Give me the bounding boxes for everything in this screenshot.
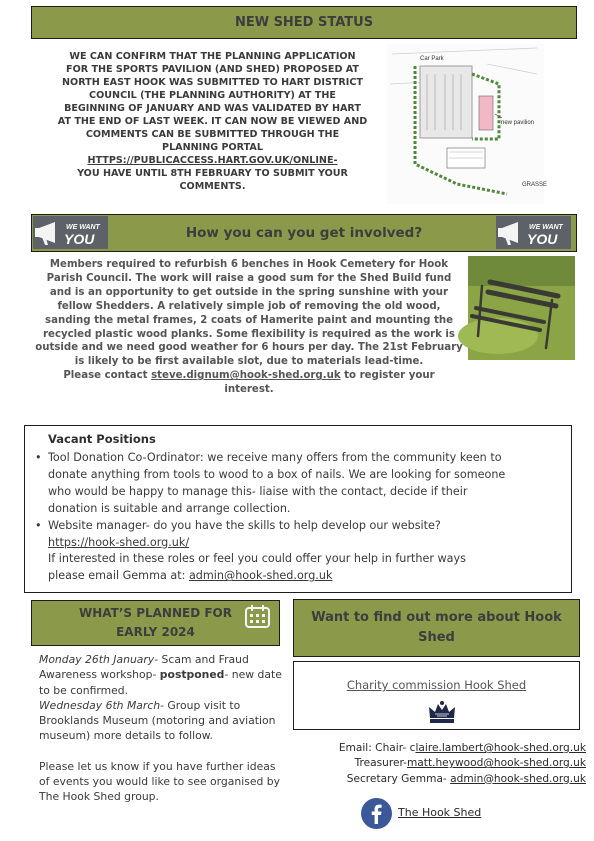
status-line: AT THE END OF LAST WEEK. IT CAN NOW BE VIEWED AND bbox=[57, 116, 368, 127]
site-plan-map bbox=[387, 44, 548, 204]
we-want-you-badge-right bbox=[496, 216, 571, 249]
we-want-you-badge-left bbox=[33, 216, 108, 249]
deadline-line: YOU HAVE UNTIL 8TH FEBRUARY TO SUBMIT YOUR bbox=[77, 168, 348, 179]
treasurer-contact: Treasurer-matt.heywood@hook-shed.org.uk bbox=[354, 757, 586, 770]
events-header bbox=[31, 600, 280, 646]
contact-emails bbox=[296, 741, 586, 787]
chair-email-link[interactable]: laire.lambert@hook-shed.org.uk bbox=[415, 742, 586, 754]
treasurer-email-link[interactable]: matt.heywood@hook-shed.org.uk bbox=[406, 757, 586, 770]
involved-line: Parish Council. The work will raise a good sum for the Shed Build fund bbox=[46, 272, 452, 284]
bench-photo bbox=[468, 256, 575, 360]
more-info-header bbox=[293, 599, 580, 657]
chair-contact: Email: Chair- claire.lambert@hook-shed.org.uk bbox=[338, 742, 586, 754]
shed-status-title: NEW SHED STATUS bbox=[234, 15, 374, 30]
involved-line: Members required to refurbish 6 benches in Hook Cemetery for Hook bbox=[49, 259, 449, 270]
involved-line: is likely to be first available slot, due to materials lead-time. bbox=[74, 356, 424, 368]
involved-line: outside and we need good weather for 6 hours per day. The 21st February bbox=[35, 342, 463, 354]
steve-email-link[interactable]: steve.dignum@hook-shed.org.uk bbox=[151, 370, 341, 382]
get-involved-title: How you can you get involved? bbox=[185, 225, 423, 241]
vacancies-title: Vacant Positions bbox=[48, 432, 156, 446]
charity-commission-link[interactable]: Charity commission Hook Shed bbox=[346, 678, 527, 692]
gemma-email-link[interactable]: admin@hook-shed.org.uk bbox=[188, 569, 333, 583]
facebook-link[interactable]: The Hook Shed bbox=[398, 806, 482, 819]
status-line: COMMENTS CAN BE SUBMITTED THROUGH THE bbox=[85, 129, 340, 140]
vacancies-list bbox=[35, 450, 560, 585]
vacancy-website-manager: • Website manager- do you have the skills to help develop our website? https://hook-shed.org.uk/ If interested in these roles or feel you could offer your help in further ways please email Gemma at: admin@hook-shed.org.uk bbox=[35, 518, 560, 586]
map-label-grass: GRASSE bbox=[522, 182, 548, 188]
map-label-pavilion: new pavilion bbox=[501, 120, 535, 126]
event-brooklands-visit: Wednesday 6th March- Group visit to Brooklands Museum (motoring and aviation museum) more details to follow. bbox=[39, 698, 276, 743]
event-scam-workshop: Monday 26th January- Scam and Fraud Awareness workshop- postponed- new date to be confirmed. bbox=[39, 653, 282, 697]
vacancy-email-line: please email Gemma at: admin@hook-shed.org.uk bbox=[48, 569, 333, 583]
status-line: COUNCIL (THE PLANNING AUTHORITY) AT THE bbox=[89, 90, 336, 101]
involved-line: sanding the metal frames, 2 coats of Hamerite paint and mounting the bbox=[45, 314, 453, 326]
website-link[interactable]: https://hook-shed.org.uk/ bbox=[48, 535, 190, 549]
involved-line: recycled plastic wood planks. Some flexibility is required as the work is bbox=[43, 328, 455, 340]
badge-text-you: YOU bbox=[527, 231, 558, 247]
shed-status-header bbox=[31, 6, 577, 39]
vacancy-tool-coordinator: • Tool Donation Co-Ordinator: we receive many offers from the community keen to donate anything from tools to wood to a box of nails. We are looking for someone who would be happy to manage this- liaise with the contact, decide if their donation is suitable and arrange collection. bbox=[35, 450, 560, 518]
calendar-icon bbox=[244, 604, 271, 629]
status-line: NORTH EAST HOOK WAS SUBMITTED TO HART DISTRICT bbox=[62, 77, 363, 88]
shed-status-text bbox=[50, 50, 375, 193]
status-line: WE CAN CONFIRM THAT THE PLANNING APPLICATION bbox=[69, 51, 356, 62]
deadline-line: COMMENTS. bbox=[179, 181, 246, 192]
events-header-line: WHAT’S PLANNED FOR bbox=[79, 606, 232, 620]
secretary-email-link[interactable]: admin@hook-shed.org.uk bbox=[450, 772, 586, 785]
secretary-contact: Secretary Gemma- admin@hook-shed.org.uk bbox=[346, 772, 586, 785]
facebook-icon[interactable] bbox=[361, 798, 392, 829]
get-involved-text bbox=[32, 258, 466, 397]
events-closing-text: Please let us know if you have further ideas of events you would like to see organised by The Hook Shed group. bbox=[39, 759, 281, 804]
involved-line: and is an opportunity to get outside in the spring sunshine with your bbox=[49, 286, 449, 298]
planning-portal-link[interactable]: HTTPS://PUBLICACCESS.HART.GOV.UK/ONLINE- bbox=[87, 155, 338, 166]
more-info-header-line: Shed bbox=[418, 630, 455, 645]
events-text bbox=[39, 652, 289, 805]
map-label-car-park: Car Park bbox=[420, 56, 444, 62]
badge-text-you: YOU bbox=[64, 231, 95, 247]
contact-line: Please contact steve.dignum@hook-shed.org.uk to register your bbox=[63, 370, 435, 382]
events-header-line: EARLY 2024 bbox=[116, 625, 195, 639]
badge-text-we-want: WE WANT bbox=[66, 224, 100, 231]
more-info-header-line: Want to find out more about Hook bbox=[311, 610, 562, 625]
status-line: BEGINNING OF JANUARY AND WAS VALIDATED BY HART bbox=[64, 103, 361, 114]
badge-text-we-want: WE WANT bbox=[529, 224, 563, 231]
contact-line-end: interest. bbox=[224, 384, 274, 396]
involved-line: fellow Shedders. A relatively simple job of removing the old wood, bbox=[57, 300, 441, 312]
vacancy-help-line: If interested in these roles or feel you could offer your help in further ways bbox=[48, 552, 466, 566]
crown-icon bbox=[427, 700, 457, 724]
status-line: PLANNING PORTAL bbox=[162, 142, 263, 153]
status-line: FOR THE SPORTS PAVILION (AND SHED) PROPOSED AT bbox=[66, 64, 359, 75]
